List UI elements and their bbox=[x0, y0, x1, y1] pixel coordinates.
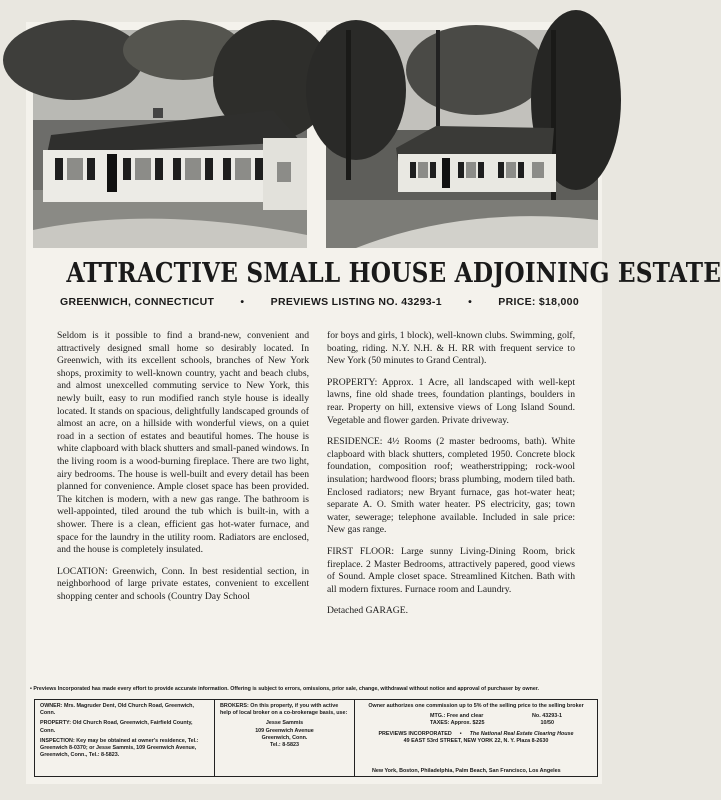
disclaimer-text: • Previews Incorporated has made every effort to provide accurate information. Offering is subject to errors, omissions, prior sale, change, withdrawal without notice and approval of purchaser by owner. bbox=[30, 686, 540, 692]
broker-name: Jesse Sammis bbox=[265, 720, 304, 727]
property-paragraph: PROPERTY: Approx. 1 Acre, all landscaped with well-kept lawns, fine old shade trees, foundation plantings, boulders in rear. Property on hill, extensive views of Long Island Sound. Vegetable and flower garden. Private driveway. bbox=[327, 376, 575, 426]
listing-title: ATTRACTIVE SMALL HOUSE ADJOINING ESTATE bbox=[66, 258, 721, 289]
description-column-left bbox=[57, 330, 309, 612]
location-continued: for boys and girls, 1 block), well-known clubs. Swimming, golf, boating, riding. N.Y. N.H. & H. RR with frequent service to New York (50 minutes to Grand Central). bbox=[327, 330, 575, 367]
location-label: GREENWICH, CONNECTICUT bbox=[60, 296, 215, 308]
commission-line: Owner authorizes one commission up to 5% of the selling price to the selling broker bbox=[368, 703, 584, 709]
property-line: PROPERTY: Old Church Road, Greenwich, Fairfield County, Conn. bbox=[40, 720, 193, 734]
bullet-separator: • bbox=[468, 296, 473, 308]
house-photo-side bbox=[326, 30, 598, 248]
residence-paragraph: RESIDENCE: 4½ Rooms (2 master bedrooms, bath). White clapboard with black shutters, completed 1950. Concrete block foundation, composition roof; weatherstripping; rock-wool insulation; hardwood floors; brass plumbing, modern tiled bath. Enclosed radiators; new Bryant furnace, gas hot-water heat; separate A. O. Smith water heater. PS electricity, gas; town water, sewerage; telephone available. Included in sale price: New gas range. bbox=[327, 436, 575, 536]
mtg-line: MTG.: Free and clear bbox=[430, 713, 484, 720]
location-paragraph: LOCATION: Greenwich, Conn. In best residential section, in neighborhood of large private estates, convenient to excellent shopping center and schools (Country Day School bbox=[57, 565, 309, 602]
taxes-line: TAXES: Approx. $225 bbox=[430, 720, 485, 727]
broker-info bbox=[215, 700, 355, 776]
taxes-row bbox=[360, 720, 592, 727]
listing-date: 10/50 bbox=[540, 720, 554, 727]
listing-subhead bbox=[60, 296, 579, 308]
intro-paragraph: Seldom is it possible to find a brand-new, convenient and attractively designed small home so desirably located. In Greenwich, with its excellent schools, branches of New York shops, proximity to well-known country, yacht and beach clubs, and almost unexcelled commuting service to New York, this newly built, easy to run modified ranch style house is ideally located. It stands on spacious, delightfully landscaped grounds of almost an acre, on a hillside with wonderful views, on a quiet road in a section of estates and beautiful homes. The house is white clapboard with black shutters and small-paned windows. In the living room is a wood-burning fireplace. There are two light, airy bedrooms. The house is well-built and every detail has been planned for convenience. Ample closet space has been provided. The kitchen is modern, with a new gas range. The bathroom is well-appointed, tiled around the tub which is built-in, with a shower. There is a clean, efficient gas hot-water furnace, and space for the laundry in the utility room. Radiators are enclosed, and the house is completely insulated. bbox=[57, 330, 309, 556]
listing-footer bbox=[34, 699, 598, 777]
mortgage-row bbox=[360, 713, 592, 720]
bullet-separator: • bbox=[459, 730, 462, 737]
brokers-line: BROKERS: On this property, if you with active help of local broker on a co-brokerage basis, use: bbox=[220, 703, 348, 717]
owner-info bbox=[35, 700, 215, 776]
first-floor-paragraph: FIRST FLOOR: Large sunny Living-Dining Room, brick fireplace. 2 Master Bedrooms, attractively papered, good views of Sound. Ample closet space. Streamlined Kitchen. Bath with all modern fixtures. Furnace room and Laundry. bbox=[327, 545, 575, 595]
bullet-separator: • bbox=[240, 296, 245, 308]
inspection-line: INSPECTION: Key may be obtained at owner's residence, Tel.: Greenwich 8-0370; or Jesse Sammis, 109 Greenwich Avenue, Greenwich, Conn., Tel.: 8-5823. bbox=[40, 737, 199, 759]
house-photo-front bbox=[33, 30, 307, 248]
broker-address-2: Greenwich, Conn. bbox=[261, 734, 308, 741]
description-column-right bbox=[327, 330, 575, 627]
office-cities: New York, Boston, Philadelphia, Palm Beach, San Francisco, Los Angeles bbox=[372, 768, 561, 774]
clearing-house: The National Real Estate Clearing House bbox=[469, 730, 574, 737]
previews-address: 49 EAST 53rd STREET, NEW YORK 22, N. Y. Plaza 8-2630 bbox=[403, 737, 549, 744]
broker-address-1: 109 Greenwich Avenue bbox=[255, 727, 314, 734]
previews-row bbox=[360, 731, 592, 738]
listing-number: PREVIEWS LISTING NO. 43293-1 bbox=[270, 296, 442, 308]
garage-paragraph: Detached GARAGE. bbox=[327, 605, 408, 617]
previews-name: PREVIEWS INCORPORATED bbox=[378, 730, 452, 737]
previews-info bbox=[355, 700, 597, 776]
owner-line: OWNER: Mrs. Magruder Dent, Old Church Road, Greenwich, Conn. bbox=[40, 703, 194, 717]
listing-no: No. 43293-1 bbox=[532, 713, 562, 720]
price-label: PRICE: $18,000 bbox=[498, 296, 579, 308]
broker-tel: Tel.: 8-5823 bbox=[270, 742, 299, 749]
